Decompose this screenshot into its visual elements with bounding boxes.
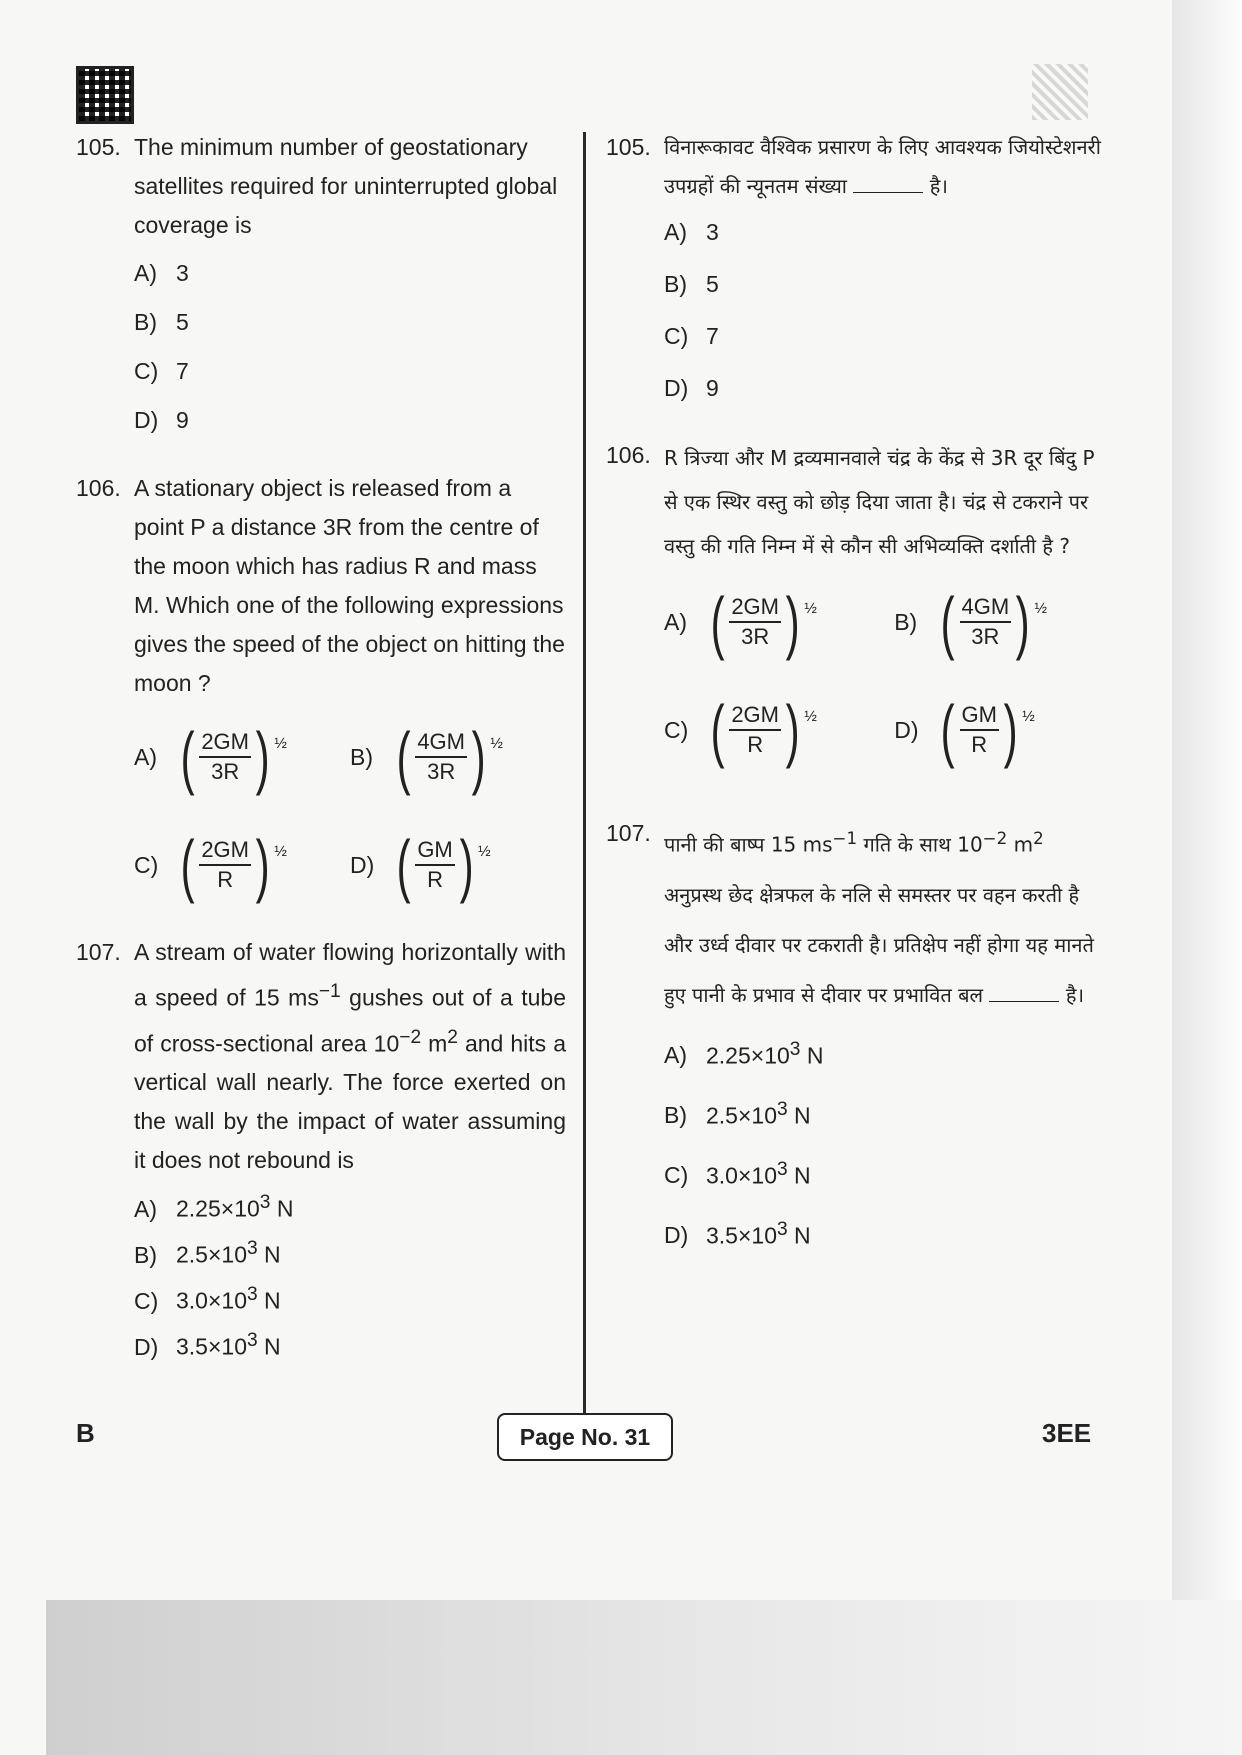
option-a[interactable]: A) 3: [664, 219, 719, 245]
english-column: [76, 128, 566, 1364]
page-edge: [1172, 0, 1242, 1755]
option-c[interactable]: C) 7: [664, 323, 719, 349]
option-d[interactable]: D) 9: [664, 375, 719, 401]
option-c[interactable]: C) 7: [134, 358, 189, 384]
answer-blank: [853, 174, 923, 193]
question-107-hi: [606, 814, 1106, 1020]
option-a[interactable]: A) $2.25\times 10^3$ N: [664, 1038, 824, 1069]
option-b[interactable]: B) ( $\frac{4GM}{3R}$ ) ½: [350, 718, 503, 796]
question-105-hi: [606, 128, 1106, 206]
question-number: 105.: [606, 134, 651, 160]
faint-qr-code-icon: [1032, 64, 1088, 120]
question-text: R त्रिज्या और M द्रव्यमानवाले चंद्र के केंद्र से 3R दूर बिंदु P से एक स्थिर वस्तु को छोड़ दिया जाता है। चंद्र से टकराने पर वस्तु की गति निम्न में से कौन सी अभिव्यक्ति दर्शाती है ?: [664, 446, 1095, 558]
option-b[interactable]: B) $2.5\times 10^3$ N: [134, 1238, 281, 1268]
question-number: 107.: [606, 820, 651, 846]
question-text: The minimum number of geostationary satellites required for uninterrupted global coverage is: [134, 134, 558, 238]
question-text: पानी की बाष्प 15 $ms^{-1}$ गति के साथ $10^{-2}$ $m^2$ अनुप्रस्थ छेद क्षेत्रफल के नलि से समस्तर पर वहन करती है और उर्ध्व दीवार पर टकराती है। प्रतिक्षेप नहीं होगा यह मानते हुए पानी के प्रभाव से दीवार पर प्रभावित बल है।: [664, 829, 1094, 1007]
question-106-en: [76, 469, 566, 703]
option-c[interactable]: C) $3.0\times 10^3$ N: [134, 1284, 281, 1314]
option-a[interactable]: A) 3: [134, 260, 189, 286]
series-code: B: [76, 1418, 95, 1448]
fraction: $\frac{2GM}{3R}$: [201, 729, 249, 784]
page-number: Page No. 31: [497, 1413, 673, 1461]
option-b[interactable]: B) ( $\frac{4GM}{3R}$ ) ½: [894, 583, 1048, 661]
option-d[interactable]: D) $3.5\times 10^3$ N: [134, 1330, 281, 1360]
question-number: 105.: [76, 134, 121, 160]
fraction: $\frac{4GM}{3R}$: [417, 729, 465, 784]
question-text: विनारूकावट वैश्विक प्रसारण के लिए आवश्यक जियोस्टेशनरी उपग्रहों की न्यूनतम संख्या है।: [664, 135, 1101, 198]
option-d[interactable]: D) ( $\frac{GM}{R}$ ) ½: [350, 826, 491, 904]
scan-shadow: [46, 1600, 1242, 1755]
fraction: $\frac{GM}{R}$: [417, 837, 453, 892]
option-d[interactable]: D) $3.5\times 10^3$ N: [664, 1218, 811, 1249]
options-row-cd: [134, 811, 566, 919]
option-c[interactable]: C) $3.0\times 10^3$ N: [664, 1158, 811, 1189]
option-d[interactable]: D) 9: [134, 407, 189, 433]
question-text: A stream of water flowing horizontally with a speed of 15 $ms^{-1}$ gushes out of a tube of cross-sectional area $10^{-2}$ $m^2$ and hits a vertical wall nearly. The force exerted on the wall by the impact of water assuming it does not rebound is: [134, 939, 567, 1174]
paper-code: 3EE: [1042, 1418, 1092, 1448]
option-b[interactable]: B) $2.5\times 10^3$ N: [664, 1098, 811, 1129]
fraction: $\frac{2GM}{R}$: [201, 837, 249, 892]
question-number: 106.: [606, 442, 651, 468]
question-105-en: [76, 128, 566, 245]
question-number: 107.: [76, 939, 121, 965]
options-row-ab: [134, 703, 566, 811]
question-106-hi: [606, 436, 1106, 568]
hindi-column: [606, 128, 1106, 1260]
fraction: $\frac{2GM}{3R}$: [731, 594, 779, 649]
fraction: $\frac{4GM}{3R}$: [961, 594, 1010, 649]
option-c[interactable]: C) ( $\frac{2GM}{R}$ ) ½: [664, 691, 817, 769]
question-text: A stationary object is released from a point P a distance 3R from the centre of the moon which has radius R and mass M. Which one of the following expressions gives the speed of the object on hitting the moon ?: [134, 475, 565, 696]
option-b[interactable]: B) 5: [134, 309, 189, 335]
question-107-en: [76, 933, 566, 1180]
options-row-cd: [664, 676, 1106, 784]
option-a[interactable]: A) ( $\frac{2GM}{3R}$ ) ½: [134, 718, 287, 796]
option-a[interactable]: A) $2.25\times 10^3$ N: [134, 1192, 294, 1222]
question-number: 106.: [76, 475, 121, 501]
options-row-ab: [664, 568, 1106, 676]
qr-code-icon: [76, 66, 134, 124]
fraction: $\frac{2GM}{R}$: [731, 702, 779, 757]
answer-blank: [989, 983, 1059, 1002]
option-c[interactable]: C) ( $\frac{2GM}{R}$ ) ½: [134, 826, 287, 904]
option-a[interactable]: A) ( $\frac{2GM}{3R}$ ) ½: [664, 583, 817, 661]
column-divider: [583, 132, 586, 1438]
option-d[interactable]: D) ( $\frac{GM}{R}$ ) ½: [894, 691, 1035, 769]
fraction: $\frac{GM}{R}$: [961, 702, 997, 757]
option-b[interactable]: B) 5: [664, 271, 719, 297]
